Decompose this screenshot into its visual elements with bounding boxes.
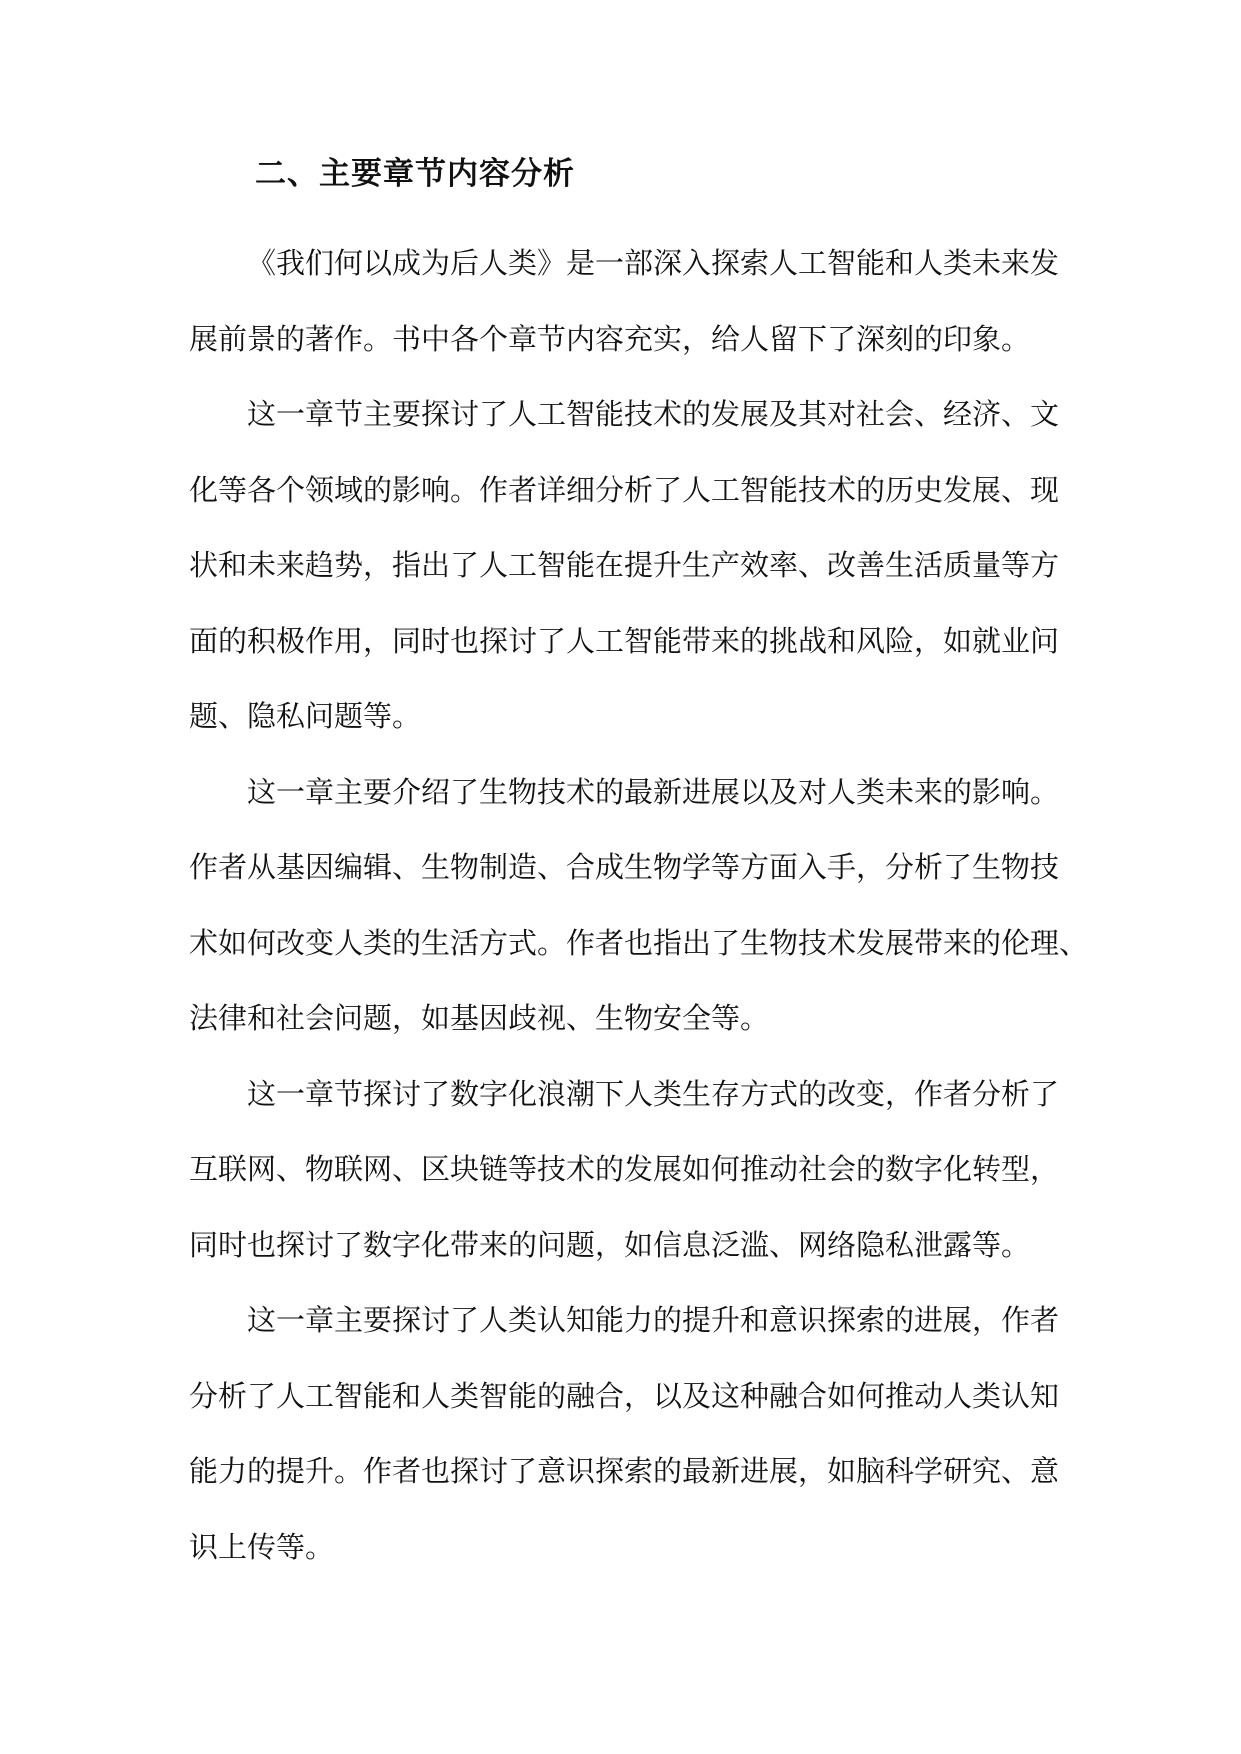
text-line: 题、隐私问题等。	[189, 699, 422, 733]
text-line: 互联网、物联网、区块链等技术的发展如何推动社会的数字化转型，	[189, 1152, 1060, 1186]
section-heading: 二、主要章节内容分析	[255, 156, 575, 192]
text-line: 这一章主要介绍了生物技术的最新进展以及对人类未来的影响。	[247, 774, 1060, 809]
text-line: 法律和社会问题，如基因歧视、生物安全等。	[189, 1001, 770, 1035]
text-line: 这一章主要探讨了人类认知能力的提升和意识探索的进展，作者	[247, 1303, 1060, 1337]
text-line: 同时也探讨了数字化带来的问题，如信息泛滥、网络隐私泄露等。	[189, 1227, 1031, 1262]
text-line: 《我们何以成为后人类》是一部深入探索人工智能和人类未来发	[247, 246, 1060, 280]
body-text	[189, 226, 1241, 1585]
text-line: 化等各个领域的影响。作者详细分析了人工智能技术的历史发展、现	[189, 472, 1060, 507]
text-line: 能力的提升。作者也探讨了意识探索的最新进展，如脑科学研究、意	[189, 1454, 1060, 1488]
text-line: 面的积极作用，同时也探讨了人工智能带来的挑战和风险，如就业问	[189, 623, 1060, 658]
paragraph	[189, 755, 1241, 1057]
text-line: 这一章节探讨了数字化浪潮下人类生存方式的改变，作者分析了	[247, 1076, 1060, 1111]
text-line: 识上传等。	[189, 1529, 335, 1564]
paragraph	[189, 226, 1241, 377]
text-line: 分析了人工智能和人类智能的融合，以及这种融合如何推动人类认知	[189, 1378, 1060, 1413]
text-line: 状和未来趋势，指出了人工智能在提升生产效率、改善生活质量等方	[189, 548, 1060, 582]
paragraph	[189, 377, 1241, 755]
text-line: 这一章节主要探讨了人工智能技术的发展及其对社会、经济、文	[247, 397, 1060, 431]
paragraph	[189, 1057, 1241, 1284]
text-line: 展前景的著作。书中各个章节内容充实，给人留下了深刻的印象。	[189, 321, 1031, 356]
paragraph	[189, 1283, 1241, 1585]
text-line: 术如何改变人类的生活方式。作者也指出了生物技术发展带来的伦理、	[189, 925, 1089, 960]
text-line: 作者从基因编辑、生物制造、合成生物学等方面入手，分析了生物技	[189, 850, 1060, 884]
